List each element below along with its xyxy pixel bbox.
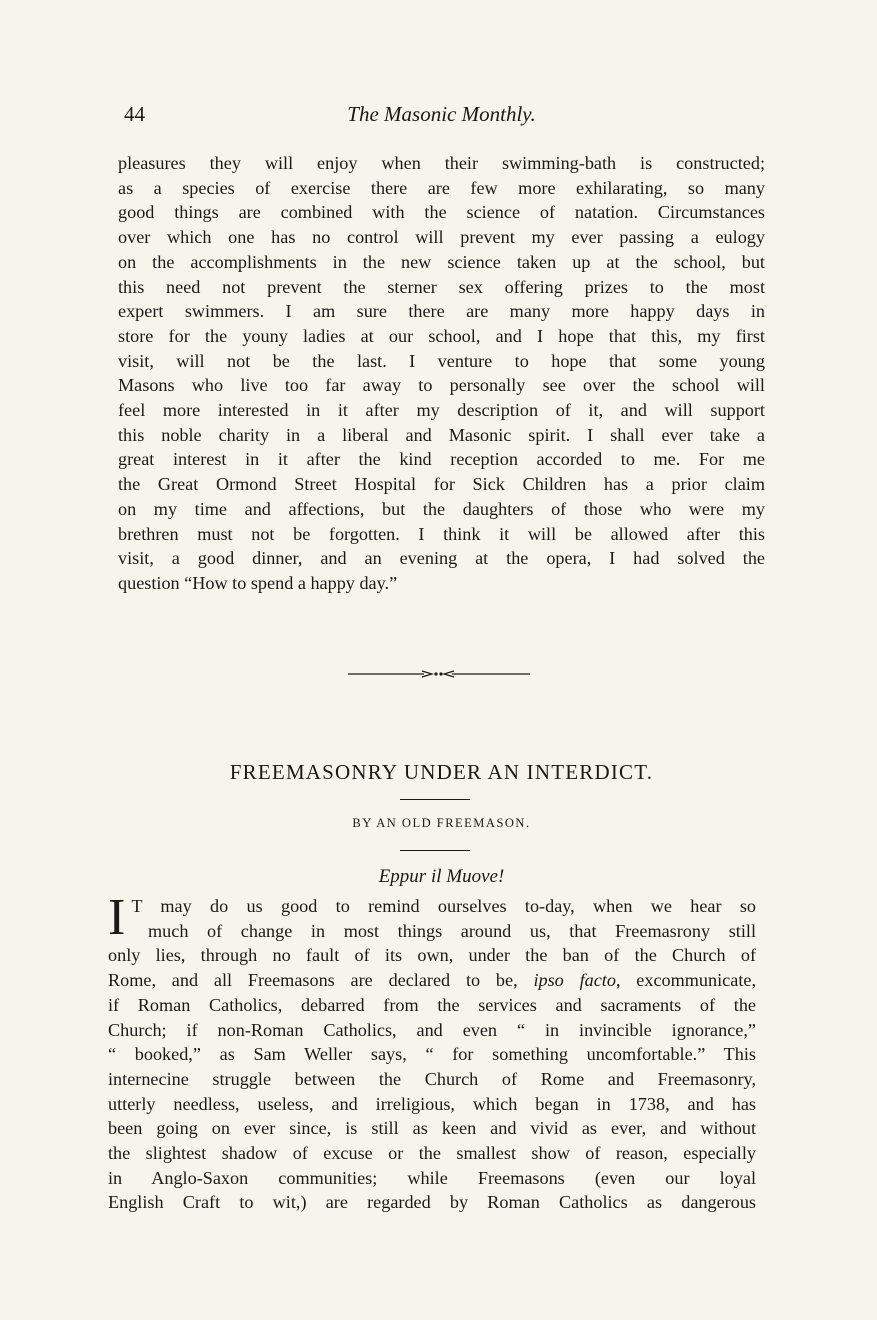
text-line: this need not prevent the sterner sex offering prizes to the most [118,276,765,297]
page-header [118,102,765,132]
text-line: Masons who live too far away to personally see over the school will [118,375,765,396]
text-line: as a species of exercise there are few more exhilarating, so many [118,177,765,198]
text-line: visit, will not be the last. I venture to hope that some young [118,350,765,371]
text-line: T may do us good to remind ourselves to-day, when we hear so [131,896,756,916]
text-line: Church; if non-Roman Catholics, and even “ in invincible ignorance,” [108,1019,756,1040]
article-title: FREEMASONRY UNDER AN INTERDICT. [229,760,654,784]
text-line [108,968,756,993]
page-number: 44 [124,102,145,126]
text-line: visit, a good dinner, and an evening at the opera, I had solved the [118,548,765,569]
text-line: this noble charity in a liberal and Masonic spirit. I shall ever take a [118,424,765,445]
drop-cap: I [108,889,126,946]
article-body-text [108,889,756,1215]
text-line: expert swimmers. I am sure there are many more happy days in [118,301,765,322]
text-line: internecine struggle between the Church of Rome and Freemasonry, [108,1068,756,1089]
previous-article-text [118,151,765,596]
article-epigraph: Eppur il Muove! [378,866,505,887]
text-segment: , excommunicate, [615,970,756,991]
text-line: great interest in it after the kind reception accorded to me. For me [118,449,765,470]
text-line: only lies, through no fault of its own, under the ban of the Church of [108,945,756,966]
text-line: if Roman Catholics, debarred from the services and sacraments of the [108,994,756,1015]
text-line: good things are combined with the science of natation. Circumstances [118,202,765,223]
text-line: English Craft to wit,) are regarded by Roman Catholics as dangerous [108,1192,756,1213]
text-line: the slightest shadow of excuse or the smallest show of reason, especially [108,1143,756,1164]
text-line: in Anglo-Saxon communities; while Freemasons (even our loyal [108,1167,756,1188]
text-segment: Rome, and all Freemasons are declared to be, [108,970,534,991]
text-line: on the accomplishments in the new science taken up at the school, but [118,251,765,272]
text-line: “ booked,” as Sam Weller says, “ for something uncomfortable.” This [108,1044,756,1065]
text-line: over which one has no control will prevent my ever passing a eulogy [118,227,765,248]
text-line: feel more interested in it after my description of it, and will support [118,400,765,421]
byline-rule [400,850,470,851]
text-line: on my time and affections, but the daughters of those who were my [118,498,765,519]
italic-phrase: ipso facto [533,970,616,991]
text-line: been going on ever since, is still as keen and vivid as ever, and without [108,1118,756,1139]
section-divider-ornament [348,668,530,680]
text-line: utterly needless, useless, and irreligious, which began in 1738, and has [108,1093,756,1114]
text-line: question “How to spend a happy day.” [118,572,398,593]
title-rule [400,799,470,800]
article-byline: BY AN OLD FREEMASON. [352,816,531,830]
text-line: much of change in most things around us, that Freemasrony still [148,920,756,941]
text-line: pleasures they will enjoy when their swimming-bath is constructed; [118,153,765,173]
running-title: The Masonic Monthly. [347,102,536,126]
text-line: store for the youny ladies at our school, and I hope that this, my first [118,325,765,346]
text-line: brethren must not be forgotten. I think it will be allowed after this [118,523,765,544]
text-line: the Great Ormond Street Hospital for Sick Children has a prior claim [118,474,765,495]
